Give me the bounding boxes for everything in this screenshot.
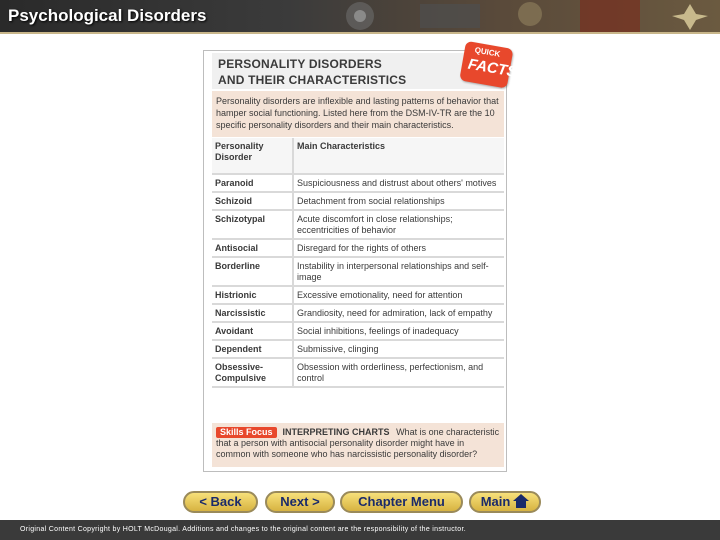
table-row — [212, 322, 504, 340]
disorder-characteristics: Excessive emotionality, need for attention — [293, 286, 504, 304]
intro-line-2: hamper social functioning. Listed here from the DSM-IV-TR are the 10 — [216, 108, 495, 118]
intro-paragraph — [212, 91, 504, 137]
disorder-characteristics: Suspiciousness and distrust about others' motives — [293, 174, 504, 192]
intro-line-1: Personality disorders are inflexible and lasting patterns of behavior that — [216, 96, 499, 106]
disorder-name: Obsessive-Compulsive — [212, 358, 293, 387]
skills-focus-question: What is one characteristic that a person with antisocial personality disorder might have in common with someone who has narcissistic personality disorder? — [216, 427, 500, 459]
chapter-menu-button[interactable]: Chapter Menu — [340, 491, 463, 513]
main-button[interactable] — [469, 491, 541, 513]
disorder-characteristics: Acute discomfort in close relationships; eccentricities of behavior — [293, 210, 504, 239]
quick-facts-badge — [459, 41, 518, 93]
main-button-label: Main — [480, 494, 511, 509]
badge-facts-label: FACTS — [466, 55, 519, 81]
card-title-line-1: PERSONALITY DISORDERS — [218, 57, 383, 71]
page-title: Psychological Disorders — [8, 6, 207, 25]
disorder-name: Dependent — [212, 340, 293, 358]
card-title-line-2: AND THEIR CHARACTERISTICS — [218, 73, 407, 87]
table-row — [212, 257, 504, 286]
table-row — [212, 358, 504, 387]
column-header-disorder: Personality Disorder — [212, 138, 293, 174]
table-row — [212, 192, 504, 210]
column-header-characteristics: Main Characteristics — [293, 138, 504, 174]
disorder-name: Borderline — [212, 257, 293, 286]
copyright-text: Original Content Copyright by HOLT McDougal. Additions and changes to the original content are the responsibility of the instructor. — [20, 526, 466, 533]
disorder-name: Schizoid — [212, 192, 293, 210]
back-button[interactable]: < Back — [183, 491, 258, 513]
table-row — [212, 239, 504, 257]
disorder-characteristics: Disregard for the rights of others — [293, 239, 504, 257]
disorder-name: Paranoid — [212, 174, 293, 192]
disorder-name: Avoidant — [212, 322, 293, 340]
table-row — [212, 210, 504, 239]
header-banner — [0, 0, 720, 32]
intro-line-3: specific personality disorders and their main characteristics. — [216, 120, 454, 130]
home-icon — [513, 494, 529, 508]
disorder-name: Schizotypal — [212, 210, 293, 239]
disorder-characteristics: Submissive, clinging — [293, 340, 504, 358]
footer-bar — [0, 520, 720, 540]
quick-facts-card — [203, 45, 519, 472]
table-row — [212, 304, 504, 322]
disorder-characteristics: Obsession with orderliness, perfectionism, and control — [293, 358, 504, 387]
disorder-characteristics: Detachment from social relationships — [293, 192, 504, 210]
personality-disorders-table — [212, 138, 504, 388]
skills-focus-box — [212, 423, 504, 467]
decorative-collage — [300, 0, 720, 32]
disorder-name: Antisocial — [212, 239, 293, 257]
badge-quick-label: QUICK — [473, 45, 501, 59]
table-header-row — [212, 138, 504, 174]
table-row — [212, 340, 504, 358]
skills-focus-tag: Skills Focus — [216, 427, 277, 438]
header-divider — [0, 32, 720, 34]
skills-focus-heading: INTERPRETING CHARTS — [282, 427, 390, 437]
disorder-characteristics: Grandiosity, need for admiration, lack of empathy — [293, 304, 504, 322]
next-button[interactable]: Next > — [265, 491, 335, 513]
disorder-characteristics: Instability in interpersonal relationships and self-image — [293, 257, 504, 286]
disorder-characteristics: Social inhibitions, feelings of inadequacy — [293, 322, 504, 340]
disorder-name: Histrionic — [212, 286, 293, 304]
table-row — [212, 174, 504, 192]
table-row — [212, 286, 504, 304]
disorder-name: Narcissistic — [212, 304, 293, 322]
